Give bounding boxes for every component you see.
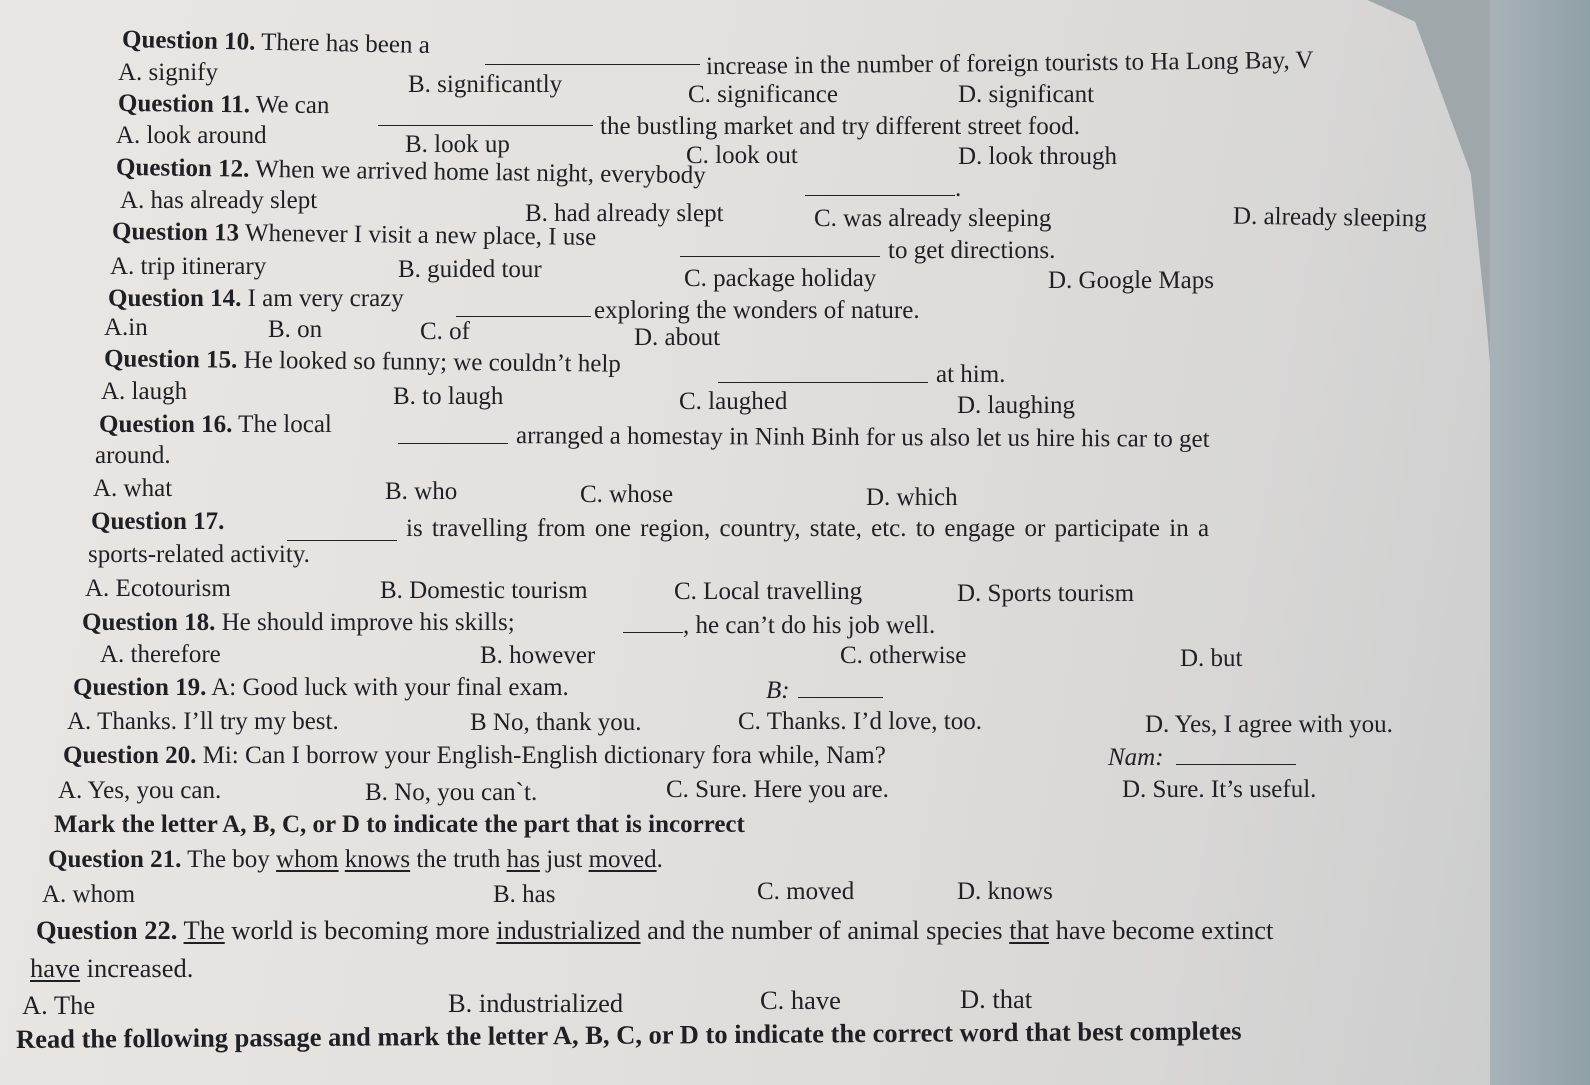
punctuation: . xyxy=(955,175,962,202)
question-text: He should improve his skills; xyxy=(221,609,515,636)
option-a: A. has already slept xyxy=(120,187,318,214)
option-c: C. Sure. Here you are. xyxy=(666,776,889,803)
option-d: D. about xyxy=(634,324,721,351)
question-15-continuation: at him. xyxy=(936,361,1006,388)
question-text: Mi: Can I borrow your English-English dictionary fora while, Nam? xyxy=(202,742,886,769)
option-a: A. Ecotourism xyxy=(85,575,231,602)
question-19-stem xyxy=(73,673,569,703)
option-c: C. whose xyxy=(580,481,674,508)
answer-blank xyxy=(680,234,880,265)
sentence-part: have become extinct xyxy=(1048,915,1274,945)
option-d: D. look through xyxy=(958,143,1118,170)
option-b: B No, thank you. xyxy=(470,709,642,736)
question-16-wrap: around. xyxy=(95,442,171,469)
underlined-part: The xyxy=(183,915,225,945)
option-b: B. has xyxy=(493,881,556,908)
underlined-part: have xyxy=(30,953,81,983)
question-label: Question 15. xyxy=(103,345,238,374)
option-b: B. had already slept xyxy=(525,200,724,227)
underlined-part: moved xyxy=(588,846,657,873)
option-b: B. Domestic tourism xyxy=(380,577,588,604)
question-label: Question 16. xyxy=(99,411,233,438)
option-d: D. which xyxy=(866,484,958,511)
question-text: There has been a xyxy=(260,28,431,59)
option-c: C. Local travelling xyxy=(674,578,863,605)
option-b: B. on xyxy=(268,316,323,343)
option-d: D. Sports tourism xyxy=(957,580,1135,607)
sentence-part: and the number of animal species xyxy=(640,915,1010,945)
underlined-part: knows xyxy=(344,846,411,873)
question-label: Question 14. xyxy=(108,285,242,312)
question-17-wrap: sports-related activity. xyxy=(88,541,310,568)
option-b: B. however xyxy=(480,642,596,669)
question-label: Question 13 xyxy=(111,218,240,247)
question-label: Question 11. xyxy=(117,89,251,119)
option-b: B. to laugh xyxy=(393,383,504,410)
option-c: C. was already sleeping xyxy=(814,205,1052,232)
question-text: A: Good luck with your final exam. xyxy=(211,674,569,701)
option-d: D. but xyxy=(1180,645,1243,672)
option-a: A. whom xyxy=(42,881,136,908)
option-c: C. laughed xyxy=(679,388,788,415)
option-d: D. significant xyxy=(958,81,1095,108)
question-22-stem xyxy=(36,915,1273,945)
option-b: B. guided tour xyxy=(398,256,542,283)
question-17-stem xyxy=(91,507,224,537)
option-c: C. look out xyxy=(686,142,798,169)
question-21-stem xyxy=(48,845,663,875)
question-label: Question 20. xyxy=(63,742,197,769)
question-14-stem xyxy=(108,284,404,314)
option-b: B. No, you can`t. xyxy=(365,779,538,806)
question-20-speaker-nam xyxy=(1108,742,1296,773)
question-10-continuation: increase in the number of foreign tourists to Ha Long Bay, V xyxy=(705,46,1314,81)
sentence-part: the truth xyxy=(410,846,507,873)
option-c: C. have xyxy=(760,985,841,1015)
option-a: A. laugh xyxy=(101,378,188,405)
question-label: Question 17. xyxy=(91,508,225,535)
option-a: A. signify xyxy=(118,59,218,86)
option-b: B. significantly xyxy=(408,71,563,98)
option-a: A. Thanks. I’ll try my best. xyxy=(67,708,339,735)
option-d: D. Sure. It’s useful. xyxy=(1122,776,1317,803)
option-b: B. who xyxy=(385,478,458,505)
question-text: He looked so funny; we couldn’t help xyxy=(243,346,621,378)
question-18-continuation: , he can’t do his job well. xyxy=(683,612,936,639)
option-d: D. Google Maps xyxy=(1048,267,1214,294)
question-label: Question 21. xyxy=(48,846,182,873)
section-heading: Mark the letter A, B, C, or D to indicate the part that is incorrect xyxy=(54,811,745,838)
underlined-part: industrialized xyxy=(496,915,641,945)
underlined-part: has xyxy=(506,846,540,873)
option-d: D. laughing xyxy=(957,392,1076,419)
sentence-part: increased. xyxy=(80,953,194,983)
speaker-label: B: xyxy=(766,677,790,704)
question-text: Whenever I visit a new place, I use xyxy=(244,219,597,251)
option-d: D. that xyxy=(960,984,1033,1014)
question-label: Question 12. xyxy=(115,153,250,183)
option-c: C. significance xyxy=(688,81,838,108)
option-d: D. knows xyxy=(957,878,1053,905)
option-c: C. moved xyxy=(757,878,855,905)
question-16-stem xyxy=(99,410,332,440)
question-15-stem xyxy=(104,344,621,379)
question-label: Question 10. xyxy=(121,26,256,56)
sentence-part: . xyxy=(656,846,663,873)
option-d: D. already sleeping xyxy=(1232,202,1427,233)
question-14-continuation: exploring the wonders of nature. xyxy=(594,297,920,324)
answer-blank xyxy=(623,610,935,641)
option-c: C. otherwise xyxy=(840,642,967,669)
question-18-stem xyxy=(82,608,515,638)
question-13-continuation: to get directions. xyxy=(888,237,1056,264)
question-22-wrap xyxy=(30,953,193,983)
passage-instructions: Read the following passage and mark the letter A, B, C, or D to indicate the correct word that best completes xyxy=(15,1015,1242,1054)
option-a: A. look around xyxy=(116,122,267,149)
question-19-speaker-b xyxy=(766,675,883,706)
question-10-stem xyxy=(122,25,430,61)
question-label: Question 22. xyxy=(36,915,178,945)
question-text: We can xyxy=(255,91,330,120)
option-c: C. of xyxy=(420,318,470,345)
option-a: A. The xyxy=(22,990,96,1020)
underlined-part: that xyxy=(1009,915,1049,945)
option-a: A.in xyxy=(104,314,148,341)
question-label: Question 19. xyxy=(73,674,207,701)
question-13-stem xyxy=(112,217,596,253)
speaker-label: Nam: xyxy=(1108,744,1164,771)
option-a: A. Yes, you can. xyxy=(58,777,222,804)
sentence-part: world is becoming more xyxy=(224,915,497,945)
question-16-continuation: arranged a homestay in Ninh Binh for us also let us hire his car to get xyxy=(515,422,1210,453)
question-text: I am very crazy xyxy=(247,285,404,312)
background-edge xyxy=(1490,0,1590,1085)
option-d: D. Yes, I agree with you. xyxy=(1145,711,1393,738)
option-a: A. trip itinerary xyxy=(110,253,267,280)
option-c: C. package holiday xyxy=(684,265,877,292)
option-a: A. therefore xyxy=(100,641,221,668)
underlined-part: whom xyxy=(276,846,339,873)
answer-blank xyxy=(805,173,961,204)
question-label: Question 18. xyxy=(82,609,216,636)
option-b: B. industrialized xyxy=(448,988,624,1018)
question-20-stem xyxy=(63,741,886,771)
question-11-continuation: the bustling market and try different street food. xyxy=(600,113,1080,140)
answer-blank xyxy=(398,421,508,452)
question-text: The local xyxy=(238,411,332,438)
question-text: When we arrived home last night, everybody xyxy=(255,155,706,190)
answer-blank xyxy=(456,294,591,325)
option-c: C. Thanks. I’d love, too. xyxy=(738,708,982,735)
sentence-part: The boy xyxy=(187,846,277,873)
question-17-continuation: is travelling from one region, country, state, etc. to engage or participate in a xyxy=(406,515,1210,542)
question-11-stem xyxy=(118,89,330,121)
option-b: B. look up xyxy=(405,131,510,158)
sentence-part: just xyxy=(539,846,589,873)
option-a: A. what xyxy=(93,475,173,502)
answer-blank xyxy=(485,42,700,73)
